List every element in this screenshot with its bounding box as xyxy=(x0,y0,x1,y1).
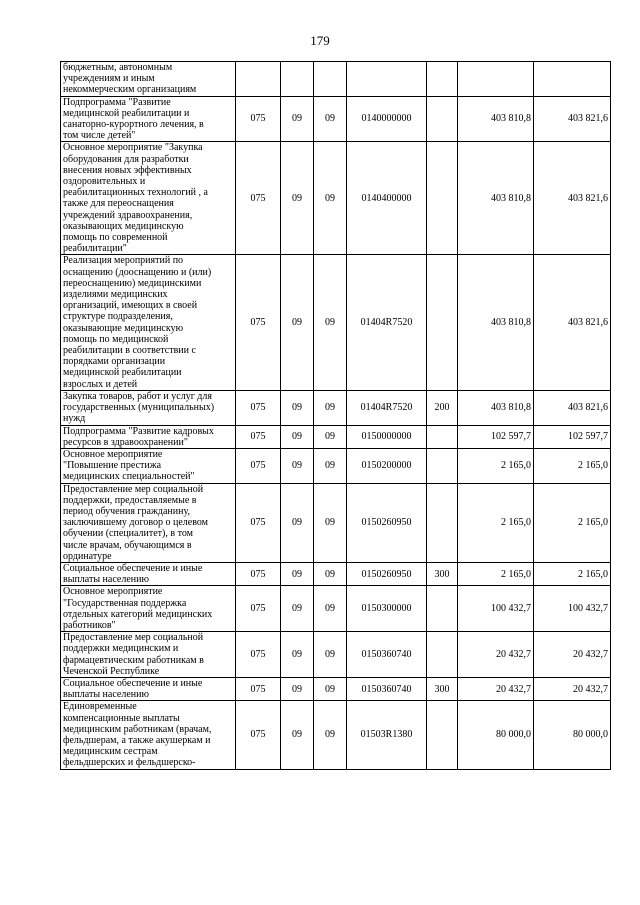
cell-section: 09 xyxy=(281,632,314,678)
cell-subsection: 09 xyxy=(314,448,347,483)
description-line: выплаты населению xyxy=(63,574,149,586)
description-line: нужд xyxy=(63,413,86,425)
cell-expense-type xyxy=(427,62,458,97)
description-line: Основное мероприятие "Закупка xyxy=(63,142,203,154)
table-row xyxy=(61,390,611,425)
description-line: оздоровительных и xyxy=(63,176,146,188)
description-line: фармацевтическим работникам в xyxy=(63,654,204,666)
cell-section: 09 xyxy=(281,142,314,255)
cell-amount-year1: 80 000,0 xyxy=(458,701,534,769)
cell-description xyxy=(61,701,236,769)
cell-amount-year2: 2 165,0 xyxy=(534,483,611,562)
cell-amount-year1: 403 810,8 xyxy=(458,390,534,425)
cell-amount-year2: 403 821,6 xyxy=(534,142,611,255)
cell-description xyxy=(61,96,236,142)
cell-description xyxy=(61,142,236,255)
cell-amount-year2: 403 821,6 xyxy=(534,390,611,425)
description-line: учреждениям и иным xyxy=(63,73,155,85)
cell-expense-type: 300 xyxy=(427,562,458,585)
cell-description xyxy=(61,586,236,632)
description-line: Подпрограмма "Развитие кадровых xyxy=(63,425,214,437)
description-line: Подпрограмма "Развитие xyxy=(63,96,171,108)
cell-target-article: 0140000000 xyxy=(347,96,427,142)
cell-amount-year1 xyxy=(458,62,534,97)
description-line: числе врачам, обучающимся в xyxy=(63,539,192,551)
description-line: медицинской реабилитации и xyxy=(63,107,190,119)
description-line: медицинских специальностей" xyxy=(63,471,195,483)
cell-description xyxy=(61,677,236,700)
description-line: "Повышение престижа xyxy=(63,460,162,472)
description-line: обучении (специалитет), в том xyxy=(63,528,193,540)
cell-description xyxy=(61,632,236,678)
description-line: Социальное обеспечение и иные xyxy=(63,562,203,574)
table-row xyxy=(61,677,611,700)
description-line: взрослых и детей xyxy=(63,378,138,390)
cell-amount-year1: 2 165,0 xyxy=(458,448,534,483)
cell-section: 09 xyxy=(281,562,314,585)
description-line: Основное мероприятие xyxy=(63,586,163,598)
cell-description xyxy=(61,562,236,585)
table-row xyxy=(61,483,611,562)
description-line: реабилитационных технологий , а xyxy=(63,187,208,199)
cell-subsection xyxy=(314,62,347,97)
table-row xyxy=(61,562,611,585)
description-line: том числе детей" xyxy=(63,130,136,142)
cell-grbs: 075 xyxy=(236,677,281,700)
description-line: организаций, имеющих в своей xyxy=(63,300,198,312)
cell-section: 09 xyxy=(281,586,314,632)
cell-target-article: 0150260950 xyxy=(347,562,427,585)
cell-grbs: 075 xyxy=(236,255,281,390)
description-line: оснащению (дооснащению и (или) xyxy=(63,266,212,278)
description-line: поддержки, предоставляемые в xyxy=(63,494,197,506)
description-line: государственных (муниципальных) xyxy=(63,402,215,414)
description-line: реабилитации" xyxy=(63,243,127,255)
cell-amount-year1: 20 432,7 xyxy=(458,632,534,678)
cell-description xyxy=(61,425,236,448)
cell-subsection: 09 xyxy=(314,632,347,678)
cell-expense-type: 300 xyxy=(427,677,458,700)
cell-amount-year2: 20 432,7 xyxy=(534,677,611,700)
table-row xyxy=(61,425,611,448)
description-line: оборудования для разработки xyxy=(63,153,189,165)
cell-section: 09 xyxy=(281,483,314,562)
description-line: фельдшерских и фельдшерско- xyxy=(63,757,196,769)
description-line: реабилитации в соответствии с xyxy=(63,345,196,357)
description-line: оказывающих медицинскую xyxy=(63,220,184,232)
cell-amount-year1: 403 810,8 xyxy=(458,142,534,255)
page-number: 179 xyxy=(310,33,330,48)
description-line: бюджетным, автономным xyxy=(63,62,173,73)
description-line: компенсационные выплаты xyxy=(63,712,180,724)
cell-subsection: 09 xyxy=(314,483,347,562)
description-line: Основное мероприятие xyxy=(63,448,163,460)
cell-grbs: 075 xyxy=(236,390,281,425)
cell-section: 09 xyxy=(281,677,314,700)
cell-description xyxy=(61,483,236,562)
cell-target-article: 01404R7520 xyxy=(347,255,427,390)
cell-amount-year1: 100 432,7 xyxy=(458,586,534,632)
cell-subsection: 09 xyxy=(314,390,347,425)
cell-amount-year2: 2 165,0 xyxy=(534,448,611,483)
description-line: отдельных категорий медицинских xyxy=(63,608,213,620)
description-line: учреждений здравоохранения, xyxy=(63,209,193,221)
table-row xyxy=(61,142,611,255)
description-line: Единовременные xyxy=(63,701,137,713)
cell-amount-year2: 403 821,6 xyxy=(534,255,611,390)
cell-target-article: 01404R7520 xyxy=(347,390,427,425)
cell-amount-year2: 80 000,0 xyxy=(534,701,611,769)
description-line: помощь по современной xyxy=(63,232,168,244)
cell-expense-type xyxy=(427,632,458,678)
cell-amount-year1: 403 810,8 xyxy=(458,255,534,390)
cell-description xyxy=(61,448,236,483)
description-line: структуре подразделения, xyxy=(63,311,173,323)
description-line: медицинским работникам (врачам, xyxy=(63,723,212,735)
cell-grbs: 075 xyxy=(236,701,281,769)
cell-amount-year2 xyxy=(534,62,611,97)
cell-target-article: 0140400000 xyxy=(347,142,427,255)
description-line: Предоставление мер социальной xyxy=(63,632,204,644)
description-line: Чеченской Республике xyxy=(63,665,160,677)
cell-subsection: 09 xyxy=(314,677,347,700)
cell-subsection: 09 xyxy=(314,142,347,255)
description-line: поддержки медицинским и xyxy=(63,643,179,655)
table-row xyxy=(61,632,611,678)
cell-section: 09 xyxy=(281,96,314,142)
table-row xyxy=(61,586,611,632)
description-line: выплаты населению xyxy=(63,689,149,701)
cell-expense-type xyxy=(427,142,458,255)
cell-description xyxy=(61,390,236,425)
cell-expense-type xyxy=(427,425,458,448)
cell-grbs: 075 xyxy=(236,483,281,562)
table-body xyxy=(61,62,611,770)
description-line: "Государственная поддержка xyxy=(63,597,187,609)
description-line: заключившему договор о целевом xyxy=(63,517,208,529)
cell-amount-year1: 403 810,8 xyxy=(458,96,534,142)
description-line: некоммерческим организациям xyxy=(63,84,197,96)
cell-subsection: 09 xyxy=(314,562,347,585)
cell-target-article xyxy=(347,62,427,97)
table-row xyxy=(61,448,611,483)
cell-grbs: 075 xyxy=(236,448,281,483)
cell-expense-type xyxy=(427,448,458,483)
cell-amount-year2: 2 165,0 xyxy=(534,562,611,585)
description-line: внесения новых эффективных xyxy=(63,164,192,176)
cell-grbs: 075 xyxy=(236,425,281,448)
cell-target-article: 0150360740 xyxy=(347,632,427,678)
description-line: Предоставление мер социальной xyxy=(63,483,204,495)
description-line: Реализация мероприятий по xyxy=(63,255,184,267)
cell-description xyxy=(61,62,236,97)
cell-expense-type xyxy=(427,701,458,769)
description-line: фельдшерам, а также акушеркам и xyxy=(63,734,211,746)
cell-amount-year2: 20 432,7 xyxy=(534,632,611,678)
description-line: ресурсов в здравоохранении" xyxy=(63,436,188,448)
cell-grbs xyxy=(236,62,281,97)
cell-subsection: 09 xyxy=(314,586,347,632)
cell-grbs: 075 xyxy=(236,142,281,255)
cell-description xyxy=(61,255,236,390)
description-line: работников" xyxy=(63,619,116,631)
description-line: изделиями медицинских xyxy=(63,289,168,301)
description-line: переоснащению) медицинскими xyxy=(63,277,202,289)
description-line: ординатуре xyxy=(63,550,112,562)
table-row xyxy=(61,96,611,142)
cell-target-article: 01503R1380 xyxy=(347,701,427,769)
description-line: Социальное обеспечение и иные xyxy=(63,677,203,689)
description-line: помощь по медицинской xyxy=(63,333,169,345)
cell-section: 09 xyxy=(281,425,314,448)
cell-target-article: 0150000000 xyxy=(347,425,427,448)
description-line: медицинским сестрам xyxy=(63,746,158,758)
cell-section: 09 xyxy=(281,701,314,769)
description-line: Закупка товаров, работ и услуг для xyxy=(63,390,212,402)
cell-section: 09 xyxy=(281,255,314,390)
cell-expense-type xyxy=(427,586,458,632)
cell-amount-year1: 2 165,0 xyxy=(458,483,534,562)
description-line: оказывающие медицинскую xyxy=(63,322,184,334)
cell-grbs: 075 xyxy=(236,586,281,632)
cell-subsection: 09 xyxy=(314,96,347,142)
description-line: период обучения гражданину, xyxy=(63,505,190,517)
cell-section: 09 xyxy=(281,390,314,425)
cell-amount-year1: 2 165,0 xyxy=(458,562,534,585)
table-row xyxy=(61,255,611,390)
cell-expense-type: 200 xyxy=(427,390,458,425)
cell-expense-type xyxy=(427,96,458,142)
cell-amount-year1: 102 597,7 xyxy=(458,425,534,448)
description-line: также для переоснащения xyxy=(63,198,174,210)
table-row xyxy=(61,701,611,769)
cell-target-article: 0150300000 xyxy=(347,586,427,632)
cell-expense-type xyxy=(427,483,458,562)
budget-table xyxy=(60,61,611,770)
cell-amount-year2: 102 597,7 xyxy=(534,425,611,448)
cell-target-article: 0150200000 xyxy=(347,448,427,483)
cell-section: 09 xyxy=(281,448,314,483)
cell-target-article: 0150260950 xyxy=(347,483,427,562)
cell-subsection: 09 xyxy=(314,425,347,448)
description-line: медицинской реабилитации xyxy=(63,367,182,379)
cell-grbs: 075 xyxy=(236,96,281,142)
cell-subsection: 09 xyxy=(314,701,347,769)
cell-target-article: 0150360740 xyxy=(347,677,427,700)
cell-subsection: 09 xyxy=(314,255,347,390)
table-row xyxy=(61,62,611,97)
cell-grbs: 075 xyxy=(236,632,281,678)
description-line: порядками организации xyxy=(63,356,166,368)
cell-expense-type xyxy=(427,255,458,390)
cell-grbs: 075 xyxy=(236,562,281,585)
cell-amount-year2: 100 432,7 xyxy=(534,586,611,632)
cell-amount-year1: 20 432,7 xyxy=(458,677,534,700)
cell-section xyxy=(281,62,314,97)
description-line: санаторно-курортного лечения, в xyxy=(63,119,204,131)
cell-amount-year2: 403 821,6 xyxy=(534,96,611,142)
